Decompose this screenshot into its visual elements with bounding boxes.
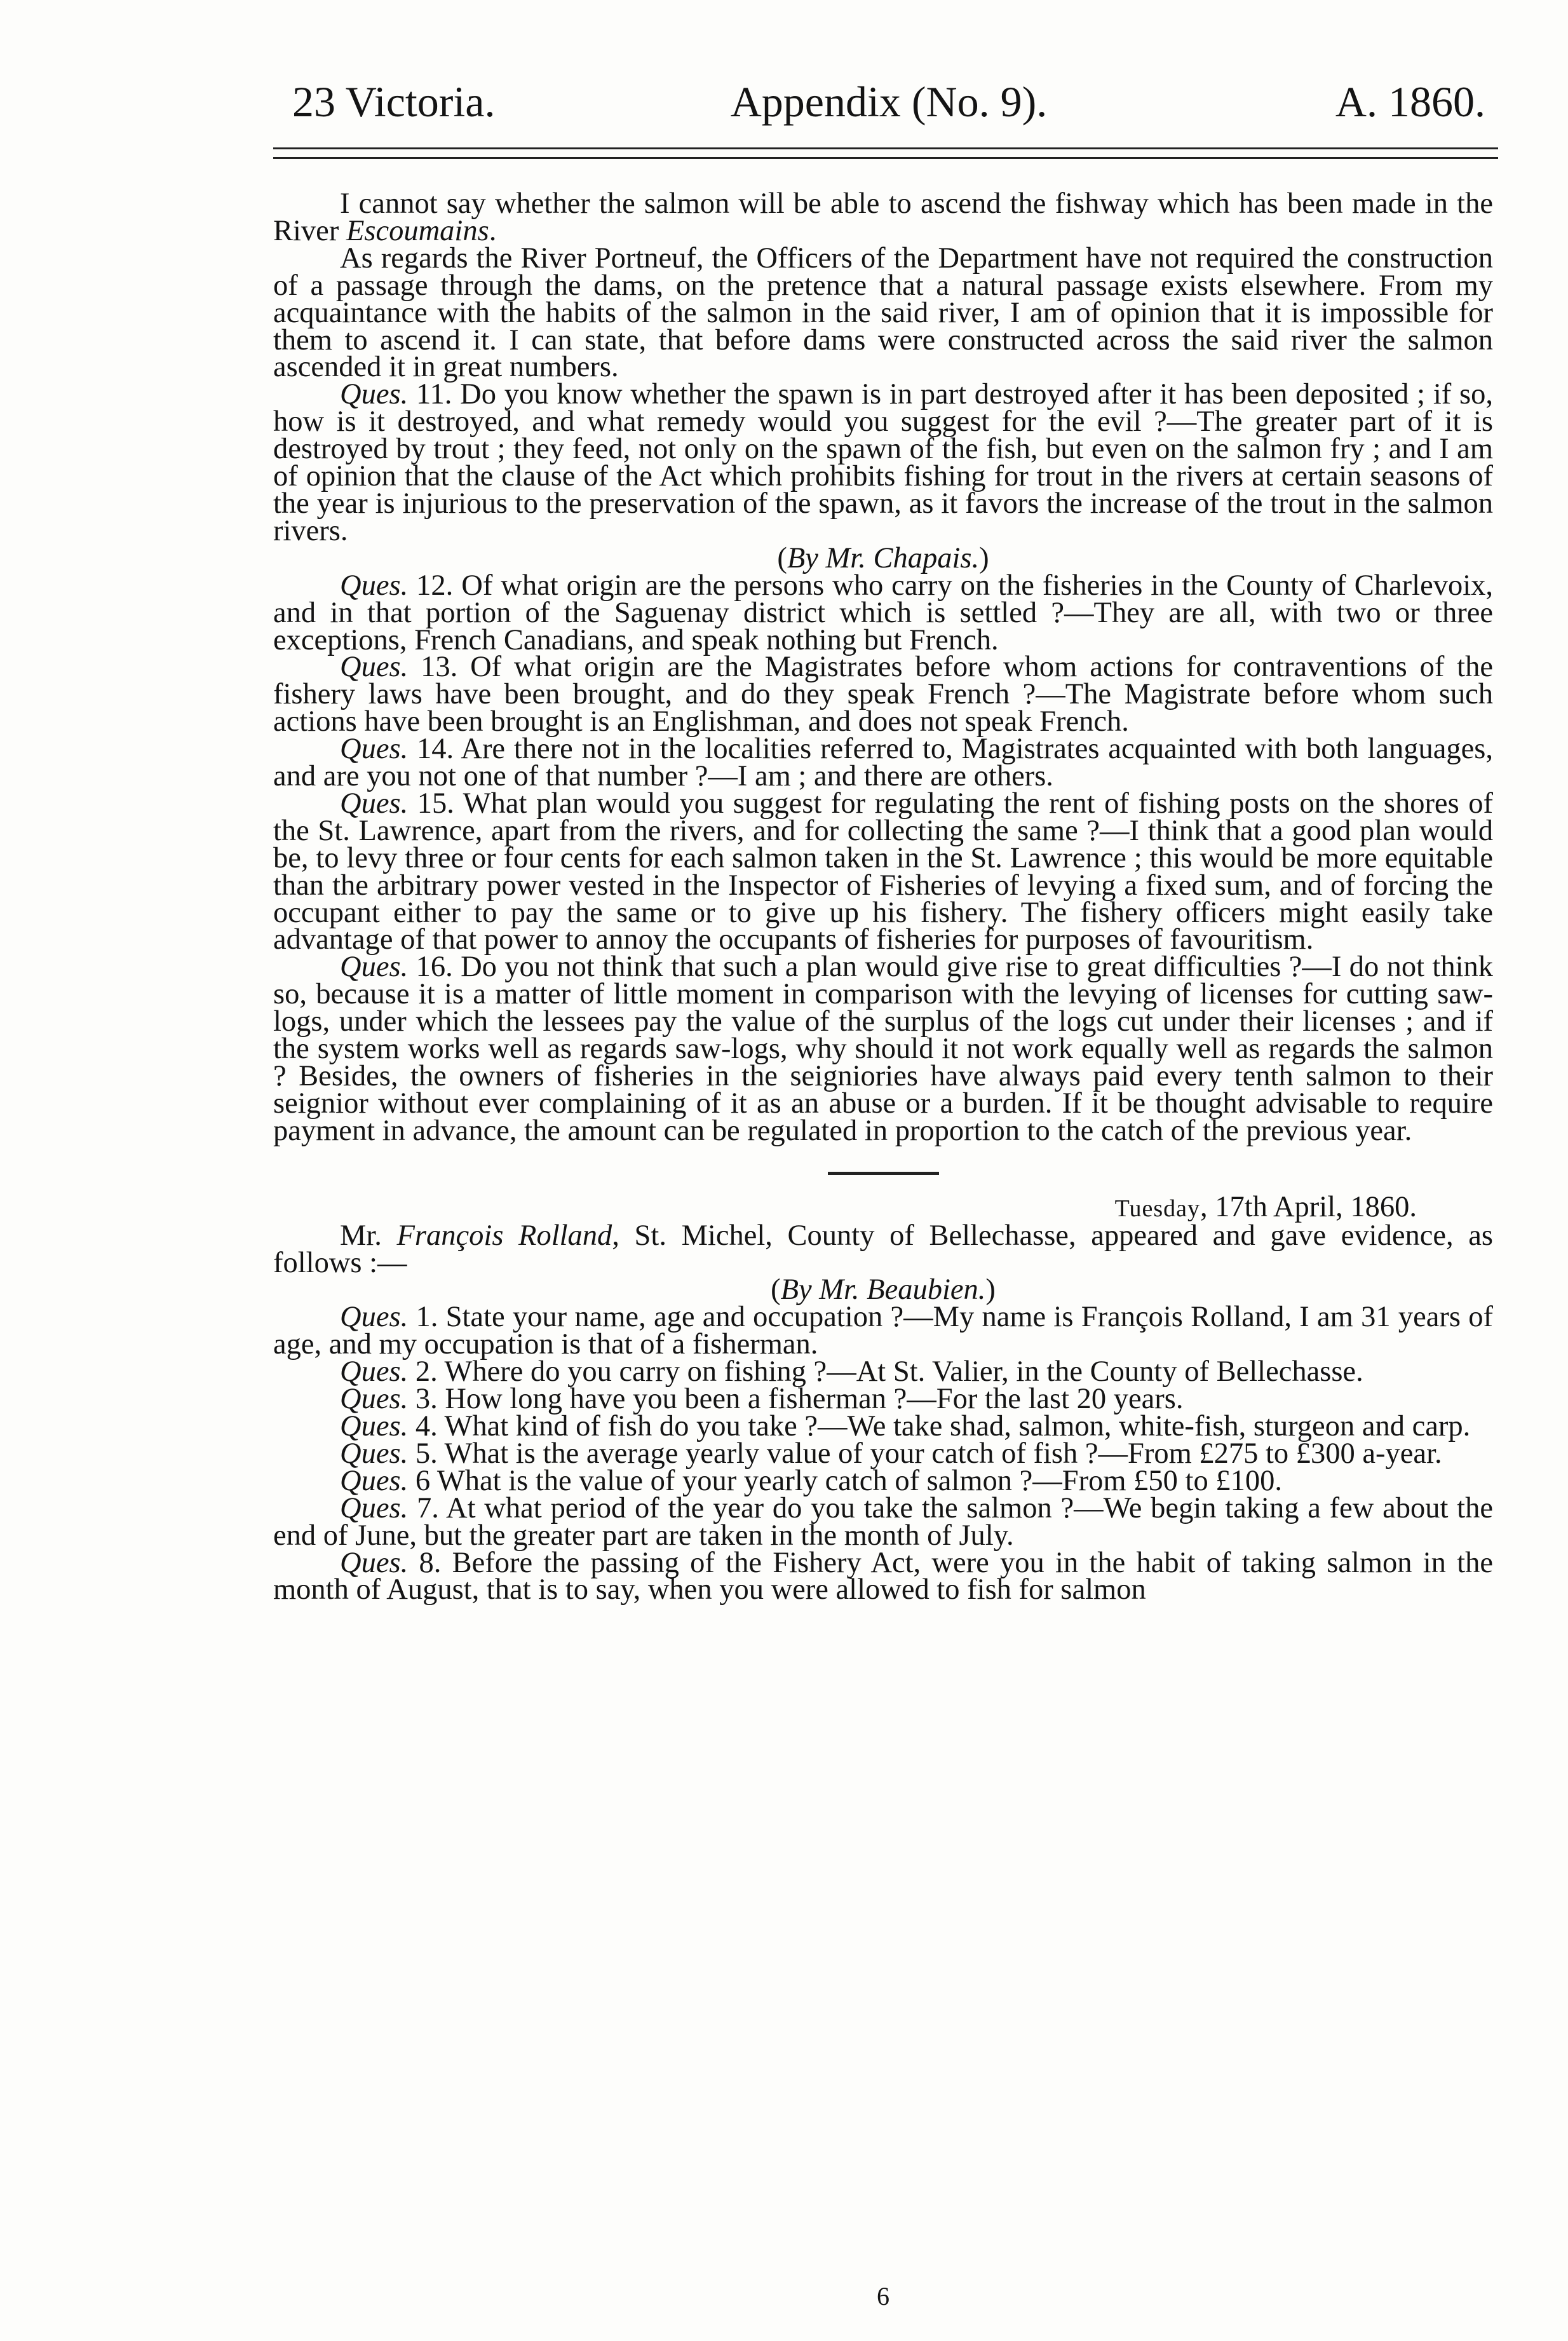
header-session: 23 Victoria. bbox=[292, 78, 496, 126]
section-by-beaubien: (By Mr. Beaubien.) bbox=[771, 1273, 996, 1306]
question-15: Ques. 15. What plan would you suggest for regulating the rent of fishing posts on the shores of the St. Lawrence, apart from the rivers, and for collecting the same ?—I think that a good plan would be, to levy three or four cents for each salmon taken in the St. Lawrence ; this would be more equitable than the arbitrary power vested in the Inspector of Fisheries of levying a fixed sum, and of forcing the occupant either to pay the same or to give up his fishery. The fishery officers might easily take advantage of that power to annoy the occupants of fisheries for purposes of favouritism. bbox=[273, 787, 1493, 956]
witness-introduction: Mr. François Rolland, St. Michel, County of Bellechasse, appeared and gave evidence, as follows :— bbox=[273, 1219, 1493, 1279]
header-rule-top bbox=[273, 147, 1498, 149]
section-divider bbox=[828, 1172, 939, 1175]
section-by-chapais: (By Mr. Chapais.) bbox=[777, 541, 989, 574]
question-13: Ques. 13. Of what origin are the Magistrates before whom actions for contraventions of the fishery laws have been brought, and do they speak French ?—The Magistrate before whom such actions have been brought is an Englishman, and does not speak French. bbox=[273, 651, 1493, 738]
document-body bbox=[273, 187, 1493, 1606]
page-number: 6 bbox=[877, 2282, 889, 2310]
question-11: Ques. 11. Do you know whether the spawn is in part destroyed after it has been deposited ; if so, how is it destroyed, and what remedy would you suggest for the evil ?—The greater part of it is destroyed by trout ; they feed, not only on the spawn of the fish, but even on the salmon fry ; and I am of opinion that the clause of the Act which prohibits fishing for trout in the rivers at certain seasons of the year is injurious to the preservation of the spawn, as it favors the increase of the trout in the salmon rivers. bbox=[273, 378, 1493, 547]
rolland-question-5: Ques. 5. What is the average yearly value of your catch of fish ?—From £275 to £300 a-year. bbox=[340, 1437, 1442, 1470]
paragraph-escoumains: I cannot say whether the salmon will be able to ascend the fishway which has been made in the River Escoumains. bbox=[273, 187, 1493, 247]
rolland-question-1: Ques. 1. State your name, age and occupation ?—My name is François Rolland, I am 31 years of age, and my occupation is that of a fisherman. bbox=[273, 1301, 1493, 1361]
paragraph-portneuf: As regards the River Portneuf, the Officers of the Department have not required the construction of a passage through the dams, on the pretence that a natural passage exists elsewhere. From my acquaintance with the habits of the salmon in the said river, I am of opinion that it is impossible for them to ascend it. I can state, that before dams were constructed across the said river the salmon ascended it in great numbers. bbox=[273, 241, 1493, 384]
header-year: A. 1860. bbox=[1335, 78, 1485, 126]
rolland-question-2: Ques. 2. Where do you carry on fishing ?—At St. Valier, in the County of Bellechasse. bbox=[340, 1355, 1363, 1388]
page-header bbox=[273, 64, 1504, 140]
rolland-question-4: Ques. 4. What kind of fish do you take ?—We take shad, salmon, white-fish, sturgeon and carp. bbox=[340, 1409, 1471, 1442]
rolland-question-8: Ques. 8. Before the passing of the Fishery Act, were you in the habit of taking salmon in the month of August, that is to say, when you were allowed to fish for salmon bbox=[273, 1546, 1493, 1606]
session-date: Tuesday, 17th April, 1860. bbox=[1114, 1190, 1417, 1223]
rolland-question-7: Ques. 7. At what period of the year do you take the salmon ?—We begin taking a few about the end of June, but the greater part are taken in the month of July. bbox=[273, 1491, 1493, 1552]
question-16: Ques. 16. Do you not think that such a plan would give rise to great difficulties ?—I do not think so, because it is a matter of little moment in comparison with the levying of licenses for cutting saw-logs, under which the lessees pay the value of the surplus of the logs cut under their licenses ; and if the system works well as regards saw-logs, why should it not work equally well as regards the salmon ? Besides, the owners of fisheries in the seigniories have always paid every tenth salmon to their seignior without ever complaining of it as an abuse or a burden. If it be thought advisable to require payment in advance, the amount can be regulated in proportion to the catch of the previous year. bbox=[273, 951, 1493, 1147]
header-appendix: Appendix (No. 9). bbox=[730, 78, 1048, 126]
header-rule-bottom bbox=[273, 157, 1498, 159]
question-14: Ques. 14. Are there not in the localities referred to, Magistrates acquainted with both languages, and are you not one of that number ?—I am ; and there are others. bbox=[273, 733, 1493, 793]
rolland-question-3: Ques. 3. How long have you been a fisherman ?—For the last 20 years. bbox=[340, 1383, 1184, 1416]
rolland-question-6: Ques. 6 What is the value of your yearly catch of salmon ?—From £50 to £100. bbox=[340, 1464, 1282, 1497]
question-12: Ques. 12. Of what origin are the persons who carry on the fisheries in the County of Charlevoix, and in that portion of the Saguenay district which is settled ?—They are all, with two or three exceptions, French Canadians, and speak nothing but French. bbox=[273, 569, 1493, 656]
header-double-rule bbox=[273, 147, 1498, 159]
